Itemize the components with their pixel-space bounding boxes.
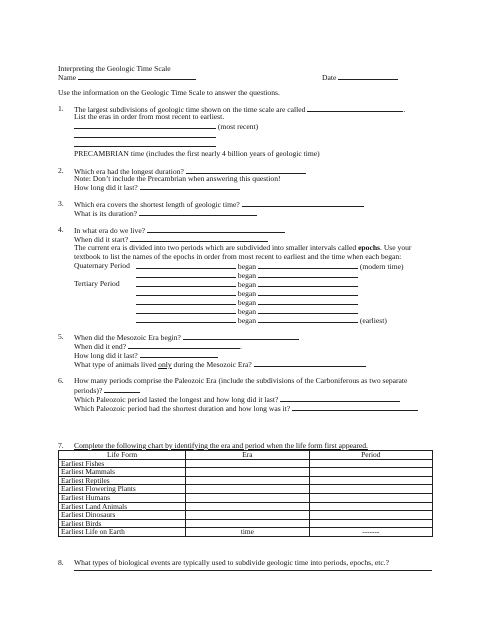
col-header-life-form: Life Form <box>59 451 186 460</box>
q2-howlong-row <box>74 182 240 192</box>
q6-shortest-blank[interactable] <box>292 403 418 411</box>
began-label: began <box>237 262 257 271</box>
q6-text2: periods)? <box>74 386 103 395</box>
worksheet-title: Interpreting the Geologic Time Scale <box>58 64 171 73</box>
q5-end: When did it end? <box>74 342 127 351</box>
era-cell[interactable] <box>186 468 309 477</box>
table-row <box>59 493 433 502</box>
epoch-time-blank[interactable] <box>258 288 358 296</box>
q1-era-blank-2[interactable] <box>74 130 216 138</box>
q5-answer-blank[interactable] <box>183 332 299 340</box>
q5-animals-b: during the Mesozoic Era? <box>171 360 252 369</box>
quaternary-label: Quaternary Period <box>74 261 130 270</box>
q1-precambrian: PRECAMBRIAN time (includes the first nearly 4 billion years of geologic time) <box>74 149 320 158</box>
q4-para1 <box>74 243 411 252</box>
name-label: Name <box>58 73 77 82</box>
period-cell[interactable] <box>309 485 432 494</box>
q6-longest-blank[interactable] <box>280 394 400 402</box>
q2-howlong-blank[interactable] <box>140 182 240 190</box>
epoch-time-blank[interactable] <box>258 315 358 323</box>
q3-number: 3. <box>58 199 64 208</box>
life-form-cell: Earliest Dinosaurs <box>59 511 186 520</box>
name-blank[interactable] <box>78 72 196 80</box>
q2-text: Which era had the longest duration? <box>74 167 184 176</box>
began-label: began <box>237 289 257 298</box>
epoch-time-blank[interactable] <box>258 306 358 314</box>
epoch-name-blank[interactable] <box>136 306 236 314</box>
col-header-era: Era <box>186 451 309 460</box>
q4-epochs-bold: epochs <box>358 243 381 252</box>
q4-start-blank[interactable] <box>130 234 268 242</box>
q1-era-row-3 <box>74 139 216 149</box>
epoch-name-blank[interactable] <box>136 279 236 287</box>
q4-text: In what era do we live? <box>74 226 146 235</box>
epoch-name-blank[interactable] <box>136 261 236 269</box>
q2-howlong: How long did it last? <box>74 183 138 192</box>
q8-text: What types of biological events are typically used to subdivide geologic time into periods, epochs, etc.? <box>74 558 390 567</box>
life-form-cell: Earliest Life on Earth <box>59 528 186 537</box>
chart-header-row <box>59 451 433 460</box>
q3-duration-row <box>74 208 257 218</box>
q1-most-recent: (most recent) <box>217 122 259 131</box>
q5-animals-row <box>74 359 366 369</box>
q1-text: The largest subdivisions of geologic time shown on the time scale are called <box>74 105 306 114</box>
q7-number: 7. <box>58 441 64 450</box>
q1-sub: List the eras in order from most recent to earliest. <box>74 112 225 121</box>
era-cell[interactable] <box>186 476 309 485</box>
epoch-time-blank[interactable] <box>258 261 358 269</box>
q2-number: 2. <box>58 166 64 175</box>
q6-shortest-row <box>74 403 418 413</box>
era-cell[interactable] <box>186 502 309 511</box>
life-form-chart <box>58 450 433 537</box>
q5-only-underlined: only <box>158 360 172 369</box>
began-label: began <box>237 271 257 280</box>
life-form-cell: Earliest Flowering Plants <box>59 485 186 494</box>
period-cell[interactable] <box>309 476 432 485</box>
q4-start: When did it start? <box>74 235 129 244</box>
era-cell[interactable] <box>186 511 309 520</box>
epoch-name-blank[interactable] <box>136 270 236 278</box>
life-form-cell: Earliest Humans <box>59 493 186 502</box>
q6-shortest: Which Paleozoic period had the shortest duration and how long was it? <box>74 404 291 413</box>
q1-answer-blank[interactable] <box>307 104 403 112</box>
table-row <box>59 528 433 537</box>
tertiary-label: Tertiary Period <box>74 279 120 288</box>
q5-text: When did the Mesozoic Era begin? <box>74 333 181 342</box>
q8-answer-line[interactable] <box>74 570 432 571</box>
name-row <box>58 72 196 82</box>
q5-howlong-blank[interactable] <box>140 350 218 358</box>
q5-end-blank[interactable] <box>128 341 240 349</box>
date-row <box>322 72 398 82</box>
period-cell[interactable] <box>309 459 432 468</box>
q6-number: 6. <box>58 376 64 385</box>
life-form-cell: Earliest Birds <box>59 519 186 528</box>
epoch-name-blank[interactable] <box>136 288 236 296</box>
table-row <box>59 468 433 477</box>
era-cell[interactable] <box>186 493 309 502</box>
life-form-cell: Earliest Mammals <box>59 468 186 477</box>
epoch-name-blank[interactable] <box>136 297 236 305</box>
q4-answer-blank[interactable] <box>147 225 285 233</box>
table-row <box>59 485 433 494</box>
q1-number: 1. <box>58 104 64 113</box>
era-cell[interactable] <box>186 459 309 468</box>
q6-longest: Which Paleozoic period lasted the longest and how long did it last? <box>74 395 279 404</box>
epoch-time-blank[interactable] <box>258 279 358 287</box>
q1-text-row: The largest subdivisions of geologic time shown on the time scale are called . <box>74 105 406 114</box>
earliest-label: (earliest) <box>359 316 387 325</box>
period-cell[interactable] <box>309 493 432 502</box>
q2-note: Note: Don’t include the Precambrian when answering this question! <box>74 174 281 183</box>
period-cell[interactable] <box>309 468 432 477</box>
q4-para1-b: . Use your <box>380 243 412 252</box>
epoch-row-7 <box>136 315 387 325</box>
q3-duration: What is its duration? <box>74 209 138 218</box>
date-blank[interactable] <box>338 72 398 80</box>
q4-para2: textbook to list the names of the epochs in order from most recent to earliest and the time when each began: <box>74 252 402 261</box>
began-label: began <box>237 316 257 325</box>
table-row <box>59 511 433 520</box>
date-label: Date <box>322 73 337 82</box>
period-cell[interactable] <box>309 502 432 511</box>
q7-text: Complete the following chart by identifying the era and period when the life form first appeared. <box>74 441 368 450</box>
epoch-time-blank[interactable] <box>258 270 358 278</box>
q1-era-blank-3[interactable] <box>74 139 216 147</box>
period-cell: ------- <box>309 528 432 537</box>
col-header-period: Period <box>309 451 432 460</box>
q3-duration-blank[interactable] <box>139 208 257 216</box>
q5-number: 5. <box>58 332 64 341</box>
q5-animals-a: What type of animals lived <box>74 360 159 369</box>
life-form-cell: Earliest Reptiles <box>59 476 186 485</box>
q5-animals-blank[interactable] <box>254 359 366 367</box>
instructions: Use the information on the Geologic Time Scale to answer the questions. <box>58 88 280 97</box>
epoch-name-blank[interactable] <box>136 315 236 323</box>
q6-text1: How many periods comprise the Paleozoic Era (include the subdivisions of the Carboniferous as two separate <box>74 376 408 385</box>
q4-number: 4. <box>58 225 64 234</box>
q6-answer-blank[interactable] <box>104 385 140 393</box>
began-label: began <box>237 298 257 307</box>
era-cell[interactable] <box>186 485 309 494</box>
life-form-cell: Earliest Fishes <box>59 459 186 468</box>
began-label: began <box>237 280 257 289</box>
epoch-time-blank[interactable] <box>258 297 358 305</box>
q3-text: Which era covers the shortest length of geologic time? <box>74 200 240 209</box>
q4-para1-a: The current era is divided into two periods which are subdivided into smaller intervals called <box>74 243 359 252</box>
q5-end-row: When did it end? . <box>74 342 242 351</box>
began-label: began <box>237 307 257 316</box>
q2-answer-blank[interactable] <box>186 166 306 174</box>
period-cell[interactable] <box>309 511 432 520</box>
q8-number: 8. <box>58 558 64 567</box>
life-form-cell: Earliest Land Animals <box>59 502 186 511</box>
modern-time-label: (modern time) <box>359 262 404 271</box>
q3-answer-blank[interactable] <box>242 199 364 207</box>
era-cell: time <box>186 528 309 537</box>
q1-era-blank-1[interactable] <box>74 121 216 129</box>
q5-howlong: How long did it last? <box>74 351 138 360</box>
